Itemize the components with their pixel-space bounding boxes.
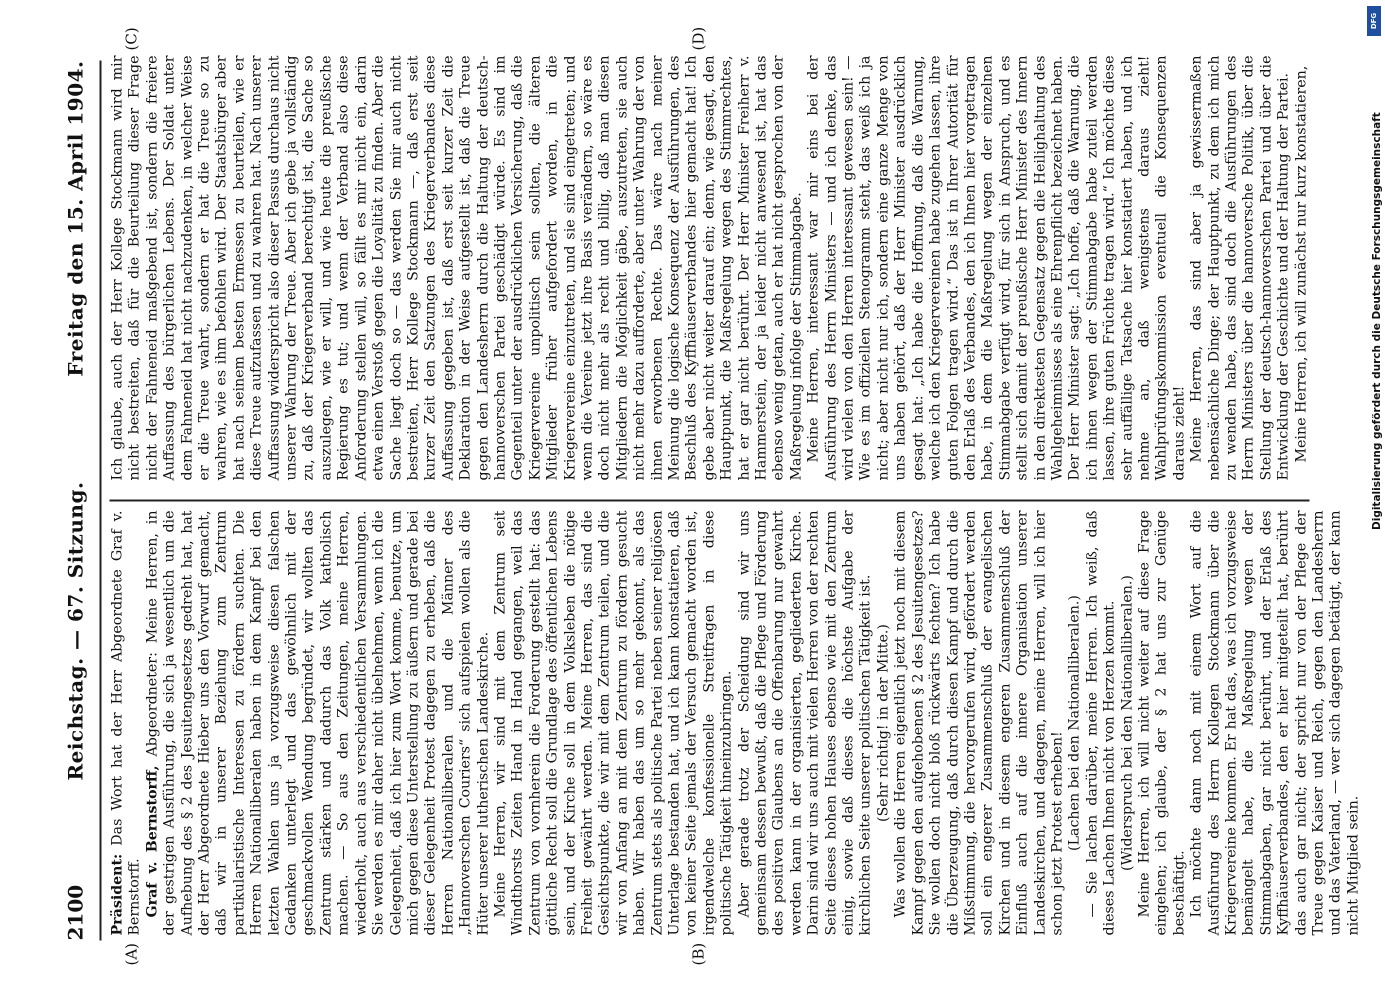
page xyxy=(0,1,1383,1001)
interjection: (Lachen bei den Nationalliberalen.) xyxy=(1066,595,1083,851)
paragraph: Meine Herren, das sind aber ja gewissermaßen nebensächliche Dinge; der Hauptpunkt, zu dem ich mich zu wenden habe, das sind doch die Ausführungen des Herrn Ministers über die hannoversche Politik, über die Stellung der deutsch-hannoverschen Partei und über die Entwicklung der Geschichte und der Haltung der Partei. xyxy=(1188,55,1292,481)
paragraph: Aber gerade trotz der Scheidung sind wir uns gemeinsam dessen bewußt, daß die Pflege und Förderung des positiven Glaubens an die Offenbarung nur gewahrt werden kann in der organisierten, gegliederten Kirche. Darin sind wir uns auch mit vielen Herren von der rechten Seite dieses hohen Hauses ebenso wie mit den Zentrum einig, sowie daß dieses die höchste Aufgabe der kirchlichen Seite unserer politischen Tätigkeit ist. xyxy=(736,510,874,936)
right-column xyxy=(109,55,1310,481)
margin-mark-a: (A) xyxy=(122,942,141,966)
paragraph: Meine Herren, wir sind mit dem Zentrum seit Windthorsts Zeiten Hand in Hand gegangen, weil das Zentrum von vornherein die Forderung gestellt hat: das göttliche Recht soll die Grundlage des öffentlichen Lebens sein, und der Kirche soll in dem Volksleben die nötige Freiheit gewährt werden. Meine Herren, das sind die Gesichtspunkte, die wir mit dem Zentrum teilen, und die wir von Anfang an mit dem Zentrum zu fördern gesucht haben. Wir haben das um so mehr gekonnt, als das Zentrum stets als politische Partei neben seiner religiösen Unterlage bestanden hat, und ich kann konstatieren, daß von keiner Seite jemals der Versuch gemacht worden ist, irgendwelche konfessionelle Streitfragen in diese politische Tätigkeit hineinzubringen. xyxy=(492,510,735,936)
dfg-logo xyxy=(1367,6,1381,36)
digitization-credit: Digitalisierung gefördert durch die Deutsche Forschungsgemeinschaft xyxy=(1371,112,1383,530)
paragraph: Ich glaube, auch der Herr Kollege Stockmann wird mir nicht bestreiten, daß für die Beurteilung dieser Frage nicht der Fahneneid maßgebend ist, sondern die freiere Auffassung des bürgerlichen Lebens. Der Soldat unter dem Fahneneid hat nicht nachzudenken, in welcher Weise er die Treue wahrt, sondern er hat die Treue so zu wahren, wie es ihm befohlen wird. Der Staatsbürger aber hat nach seinem besten Ermessen zu beurteilen, wie er diese Treue aufzufassen und zu wahren hat. Nach unserer Auffassung widerspricht also dieser Passus durchaus nicht unserer Wahrung der Treue. Aber ich gebe ja vollständig zu, daß der Kriegerverband berechtigt ist, die Sache so auszulegen, wie er will, und wie heute die preußische Regierung es tut; und wenn der Verband also diese Anforderung stellen will, so fällt es mir nicht ein, darin etwa einen Verstoß gegen die Loyalität zu finden. Aber die Sache liegt doch so — das werden Sie mir auch nicht bestreiten, Herr Kollege Stockmann —, daß erst seit kurzer Zeit den Satzungen des Kriegerverbandes diese Auffassung gegeben ist, daß erst seit kurzer Zeit die Deklaration in der Weise aufgestellt ist, daß die Treue gegen den Landesherrn durch die Haltung der deutsch-hannoverschen Partei geschädigt würde. Es sind im Gegenteil unter der ausdrücklichen Versicherung, daß die Kriegervereine unpolitisch sein sollten, die älteren Mitglieder früher aufgefordert worden, in die Kriegervereine einzutreten, und sie sind eingetreten; und wenn die Vereine jetzt ihre Basis verändern, so wäre es doch nicht mehr als recht und billig, daß man diesen Mitgliedern die Möglichkeit gäbe, auszutreten, sie auch nicht mehr dazu aufforderte, aber unter Wahrung der von ihnen erworbenen Rechte. Das wäre nach meiner Meinung die logische Konsequenz der Ausführungen, des Beschluß des Kyffhäuserverbandes hier gemacht hat! Ich gebe aber nicht weiter darauf ein; denn, wie gesagt, den Hauptpunkt, die Maßregelung wegen des Stimmrechtes, hat er gar nicht berührt. Der Herr Minister Freiherr v. Hammerstein, der ja leider nicht anwesend ist, hat das ebenso wenig getan, auch er hat nicht gesprochen von der Maßregelung infolge der Stimmabgabe. xyxy=(109,55,805,481)
paragraph: Ich möchte dann noch mit einem Wort auf die Ausführung des Herrn Kollegen Stockmann über die Kriegervereine kommen. Er hat das, was ich vorzugsweise bemängelt habe, die Maßregelung wegen der Stimmabgaben, gar nicht berührt, und der Erlaß des Kyffhäuserverbandes, den er hier mitgeteilt hat, berührt das auch gar nicht; der spricht nur von der Pflege der Treue gegen Kaiser und Reich, gegen den Landesherrn und das Vaterland, — wer sich dagegen betätigt, der kann nicht Mitglied sein. xyxy=(1188,510,1362,936)
speaker-name: Präsident: xyxy=(109,853,126,936)
paragraph: — Sie lachen darüber, meine Herren. Ich weiß, daß dieses Lachen Ihnen nicht von Herzen kommt. xyxy=(1084,510,1118,936)
margin-mark-c: (C) xyxy=(122,27,141,51)
interjection: (Sehr richtig! in der Mitte.) xyxy=(875,624,892,822)
column-divider xyxy=(110,500,1310,502)
paragraph-text: Abgeordneter: Meine Herren, in der gestrigen Ausführung, die sich ja wesentlich um die Aufhebung des § 2 des Jesuitengesetzes gedreht hat, hat der Herr Abgeordnete Hieber uns den Vorwurf gemacht, daß wir in unserer Beziehung zum Zentrum partikularistische Interessen zu fördern suchten. Die Herren Nationalliberalen haben in dem Kampf bei den letzten Wahlen uns ja vorzugsweise diesen falschen Gedanken unterlegt und das gewöhnlich mit der geschmackvollen Wendung begründet, wir wollten das Zentrum stärken und dadurch das Volk katholisch machen. — So aus den Zeitungen, meine Herren, wiederholt, auch aus verschiedentlichen Versammlungen. Sie werden es mir daher nicht übelnehmen, wenn ich die Gelegenheit, daß ich hier zum Wort komme, benutze, um mich gegen diese Unterstellung zu äußern und gerade bei dieser Gelegenheit Protest dagegen zu erheben, daß die Herren Nationalliberalen und die Männer des „Hannoverschen Couriers“ sich aufspielen wollen als die Hüter unserer lutherischen Landeskirche. xyxy=(144,510,492,936)
session-title: Reichstag. — 67. Sitzung. xyxy=(63,481,88,781)
margin-mark-b: (B) xyxy=(689,942,708,966)
margin-mark-d: (D) xyxy=(689,26,708,51)
rotated-page-content xyxy=(0,1,1383,1001)
header-divider xyxy=(100,61,102,941)
paragraph: Was wollen die Herren eigentlich jetzt noch mit diesem Kampf gegen den aufgehobenen § 2 des Jesuitengesetzes? Sie wollen doch nicht bloß rückwärts fechten? Ich habe die Überzeugung, daß durch diesen Kampf und durch die Mißstimmung, die hervorgerufen wird, gefördert werden soll ein engerer Zusammenschluß der evangelischen Kirchen und in diesem engeren Zusammenschluß der Einfluß auch auf die innere Organisation unserer Landeskirchen, und dagegen, meine Herren, will ich hier schon jetzt Protest erheben! xyxy=(892,510,1066,936)
page-number: 2100 xyxy=(63,884,88,941)
paragraph xyxy=(110,511,145,936)
paragraph: Meine Herren, interessant war mir eins bei der Ausführung des Herrn Ministers — und ich denke, das wird vielen von den Herren interessant gewesen sein! — Wie es im offiziellen Stenogramm steht, das weiß ich ja nicht; aber nicht nur ich, sondern eine ganze Menge von uns haben gehört, daß der Herr Minister ausdrücklich gesagt hat: „Ich habe die Hoffnung, daß die Warnung, welche ich den Kriegervereinen habe zugehen lassen, ihre guten Folgen tragen wird.“ Das ist in Ihrer Autorität für den Erlaß des Verbandes, den ich Ihnen hier vorgetragen habe, in dem die Maßregelung wegen der einzelnen Stimmabgabe verfügt wird, für sich in Anspruch, und es stellt sich damit der preußische Herr Minister des Innern in den direktesten Gegensatz gegen die Heilighaltung des Wahlgeheimnisses als eine Ehrenpflicht bezeichnet haben. Der Herr Minister sagt: „Ich hoffe, daß die Warnung, die ich ihnen wegen der Stimmabgabe habe zuteil werden lassen, ihre guten Früchte tragen wird.“ Ich möchte diese sehr auffällige Tatsache hier konstatiert haben, und ich nehme an, daß wenigstens daraus zieht! Wahlprüfungskommission eventuell die Konsequenzen daraus zieht! xyxy=(805,55,1188,481)
dfg-logo-text: DFG xyxy=(1370,12,1378,30)
session-date: Freitag den 15. April 1904. xyxy=(63,60,88,377)
paragraph: Meine Herren, ich will nicht weiter auf diese Frage eingehen; ich glaube, der § 2 hat uns zur Genüge beschäftigt. xyxy=(1136,510,1188,936)
interjection: (Widerspruch bei den Nationalliberalen.) xyxy=(1119,575,1136,871)
page-header xyxy=(58,61,94,941)
paragraph: Meine Herren, ich will zunächst nur kurz konstatieren, xyxy=(1293,65,1310,463)
paragraph-text: Das Wort hat der Herr Abgeordnete Graf v. Bernstorff. xyxy=(109,510,143,936)
speaker-name: Graf v. Bernstorff, xyxy=(144,765,161,918)
left-column xyxy=(109,510,1362,936)
paragraph xyxy=(144,511,492,936)
